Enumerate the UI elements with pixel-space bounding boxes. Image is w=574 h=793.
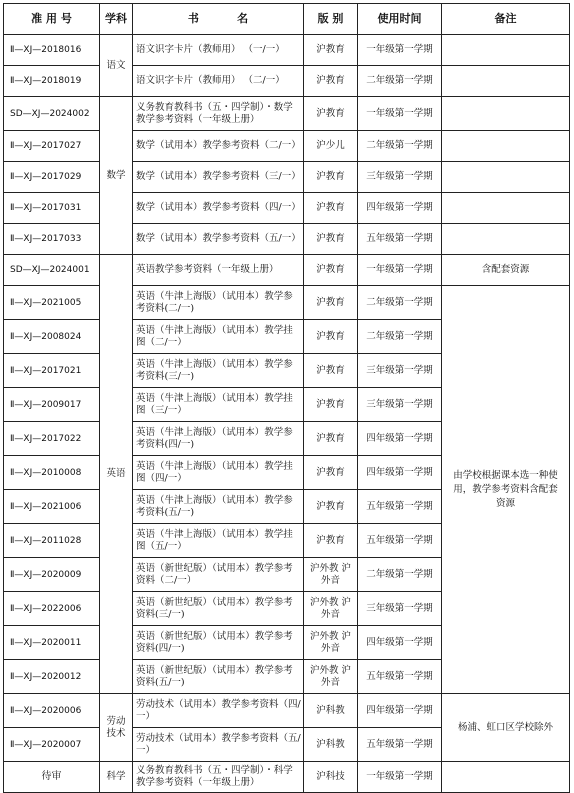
note-labor-exclude: 杨浦、虹口区学校除外	[442, 694, 570, 762]
subject-labor: 劳动技术	[100, 694, 133, 762]
table-row	[4, 694, 570, 728]
row-code: Ⅱ—XJ—2020006	[4, 694, 100, 728]
row-time: 五年级第一学期	[358, 524, 442, 558]
row-edition: 沪教育	[304, 320, 358, 354]
row-book: 英语（牛津上海版）（试用本）教学参考资料(三/一)	[133, 354, 304, 388]
row-book: 语文识字卡片（教师用） （一/一）	[133, 35, 304, 66]
table-row	[4, 224, 570, 255]
table-row	[4, 162, 570, 193]
row-time: 五年级第一学期	[358, 728, 442, 762]
header-code: 准 用 号	[4, 4, 100, 35]
header-time: 使用时间	[358, 4, 442, 35]
row-book: 英语（牛津上海版）（试用本）教学参考资料(五/一)	[133, 490, 304, 524]
row-book: 劳动技术（试用本）教学参考资料（四/一）	[133, 694, 304, 728]
row-edition: 沪外教 沪外音	[304, 558, 358, 592]
row-code: Ⅱ—XJ—2020007	[4, 728, 100, 762]
header-edition: 版 别	[304, 4, 358, 35]
row-time: 二年级第一学期	[358, 558, 442, 592]
subject-science: 科学	[100, 762, 133, 793]
row-book: 数学（试用本）教学参考资料（三/一）	[133, 162, 304, 193]
row-code: Ⅱ—XJ—2020012	[4, 660, 100, 694]
row-book: 数学（试用本）教学参考资料（五/一）	[133, 224, 304, 255]
row-time: 一年级第一学期	[358, 255, 442, 286]
table-row	[4, 131, 570, 162]
row-code: Ⅱ—XJ—2020011	[4, 626, 100, 660]
row-time: 二年级第一学期	[358, 286, 442, 320]
row-code: Ⅱ—XJ—2017021	[4, 354, 100, 388]
row-edition: 沪教育	[304, 193, 358, 224]
row-code: SD—XJ—2024001	[4, 255, 100, 286]
table-row	[4, 35, 570, 66]
row-time: 三年级第一学期	[358, 162, 442, 193]
header-row	[4, 4, 570, 35]
row-book: 英语（新世纪版）（试用本）教学参考资料（二/一）	[133, 558, 304, 592]
row-book: 英语（牛津上海版）（试用本）教学挂图（二/一）	[133, 320, 304, 354]
row-time: 三年级第一学期	[358, 354, 442, 388]
row-time: 三年级第一学期	[358, 388, 442, 422]
row-code: Ⅱ—XJ—2020009	[4, 558, 100, 592]
row-edition: 沪教育	[304, 162, 358, 193]
table-row	[4, 286, 570, 320]
row-book: 数学（试用本）教学参考资料（二/一）	[133, 131, 304, 162]
header-note: 备注	[442, 4, 570, 35]
header-subject: 学科	[100, 4, 133, 35]
row-edition: 沪外教 沪外音	[304, 660, 358, 694]
row-book: 英语（牛津上海版）（试用本）教学挂图（四/一）	[133, 456, 304, 490]
row-note-empty	[442, 131, 570, 162]
row-time: 二年级第一学期	[358, 320, 442, 354]
row-time: 五年级第一学期	[358, 660, 442, 694]
row-note-empty	[442, 162, 570, 193]
row-book: 英语（牛津上海版）（试用本）教学挂图（五/一）	[133, 524, 304, 558]
header-book: 书 名	[133, 4, 304, 35]
row-code: Ⅱ—XJ—2017027	[4, 131, 100, 162]
row-edition: 沪教育	[304, 97, 358, 131]
row-code: Ⅱ—XJ—2017033	[4, 224, 100, 255]
row-edition: 沪教育	[304, 224, 358, 255]
row-book: 语文识字卡片（教师用） （二/一）	[133, 66, 304, 97]
row-code: Ⅱ—XJ—2018019	[4, 66, 100, 97]
row-edition: 沪教育	[304, 422, 358, 456]
row-edition: 沪科技	[304, 762, 358, 793]
subject-english: 英语	[100, 255, 133, 694]
row-code: Ⅱ—XJ—2010008	[4, 456, 100, 490]
row-time: 一年级第一学期	[358, 762, 442, 793]
row-book: 英语（牛津上海版）（试用本）教学挂图（三/一）	[133, 388, 304, 422]
row-book: 义务教育教科书（五・四学制）・科学 教学参考资料（一年级上册）	[133, 762, 304, 793]
row-book: 英语教学参考资料（一年级上册）	[133, 255, 304, 286]
row-edition: 沪外教 沪外音	[304, 592, 358, 626]
table-row	[4, 97, 570, 131]
table-row	[4, 762, 570, 793]
row-code: SD—XJ—2024002	[4, 97, 100, 131]
table-row	[4, 193, 570, 224]
row-code: Ⅱ—XJ—2018016	[4, 35, 100, 66]
row-book: 英语（新世纪版）（试用本）教学参考资料(三/一)	[133, 592, 304, 626]
row-time: 三年级第一学期	[358, 592, 442, 626]
row-time: 五年级第一学期	[358, 224, 442, 255]
row-edition: 沪教育	[304, 456, 358, 490]
row-edition: 沪外教 沪外音	[304, 626, 358, 660]
table-row	[4, 255, 570, 286]
textbook-list-sheet	[3, 3, 569, 788]
row-code: 待审	[4, 762, 100, 793]
row-note-empty	[442, 762, 570, 793]
row-edition: 沪科教	[304, 694, 358, 728]
row-time: 一年级第一学期	[358, 97, 442, 131]
row-book: 义务教育教科书（五・四学制）・数学 教学参考资料（一年级上册）	[133, 97, 304, 131]
table-row	[4, 66, 570, 97]
row-time: 四年级第一学期	[358, 456, 442, 490]
row-time: 四年级第一学期	[358, 694, 442, 728]
row-edition: 沪科教	[304, 728, 358, 762]
row-code: Ⅱ—XJ—2022006	[4, 592, 100, 626]
row-time: 四年级第一学期	[358, 626, 442, 660]
row-edition: 沪教育	[304, 255, 358, 286]
row-code: Ⅱ—XJ—2021005	[4, 286, 100, 320]
row-note-empty	[442, 224, 570, 255]
row-time: 一年级第一学期	[358, 35, 442, 66]
row-code: Ⅱ—XJ—2009017	[4, 388, 100, 422]
row-note-empty	[442, 35, 570, 66]
row-edition: 沪教育	[304, 354, 358, 388]
row-code: Ⅱ—XJ—2017031	[4, 193, 100, 224]
row-note-empty	[442, 193, 570, 224]
subject-math: 数学	[100, 97, 133, 255]
subject-chinese: 语文	[100, 35, 133, 97]
row-note-empty	[442, 97, 570, 131]
row-code: Ⅱ—XJ—2017022	[4, 422, 100, 456]
row-edition: 沪教育	[304, 66, 358, 97]
row-code: Ⅱ—XJ—2021006	[4, 490, 100, 524]
row-edition: 沪教育	[304, 524, 358, 558]
row-code: Ⅱ—XJ—2017029	[4, 162, 100, 193]
row-code: Ⅱ—XJ—2008024	[4, 320, 100, 354]
note-resource: 含配套资源	[442, 255, 570, 286]
note-english-choice: 由学校根据课本选一种使用，教学参考资料含配套资源	[442, 286, 570, 694]
row-book: 英语（新世纪版）（试用本）教学参考资料(五/一)	[133, 660, 304, 694]
row-time: 二年级第一学期	[358, 66, 442, 97]
row-time: 四年级第一学期	[358, 193, 442, 224]
row-time: 五年级第一学期	[358, 490, 442, 524]
reference-materials-table	[3, 3, 570, 793]
row-edition: 沪教育	[304, 388, 358, 422]
row-book: 英语（牛津上海版）（试用本）教学参考资料(二/一)	[133, 286, 304, 320]
row-edition: 沪教育	[304, 286, 358, 320]
row-edition: 沪教育	[304, 35, 358, 66]
row-edition: 沪少儿	[304, 131, 358, 162]
row-note-empty	[442, 66, 570, 97]
row-code: Ⅱ—XJ—2011028	[4, 524, 100, 558]
row-book: 劳动技术（试用本）教学参考资料（五/一）	[133, 728, 304, 762]
row-time: 四年级第一学期	[358, 422, 442, 456]
row-time: 二年级第一学期	[358, 131, 442, 162]
row-book: 数学（试用本）教学参考资料（四/一）	[133, 193, 304, 224]
row-edition: 沪教育	[304, 490, 358, 524]
row-book: 英语（新世纪版）（试用本）教学参考资料(四/一)	[133, 626, 304, 660]
row-book: 英语（牛津上海版）（试用本）教学参考资料(四/一)	[133, 422, 304, 456]
